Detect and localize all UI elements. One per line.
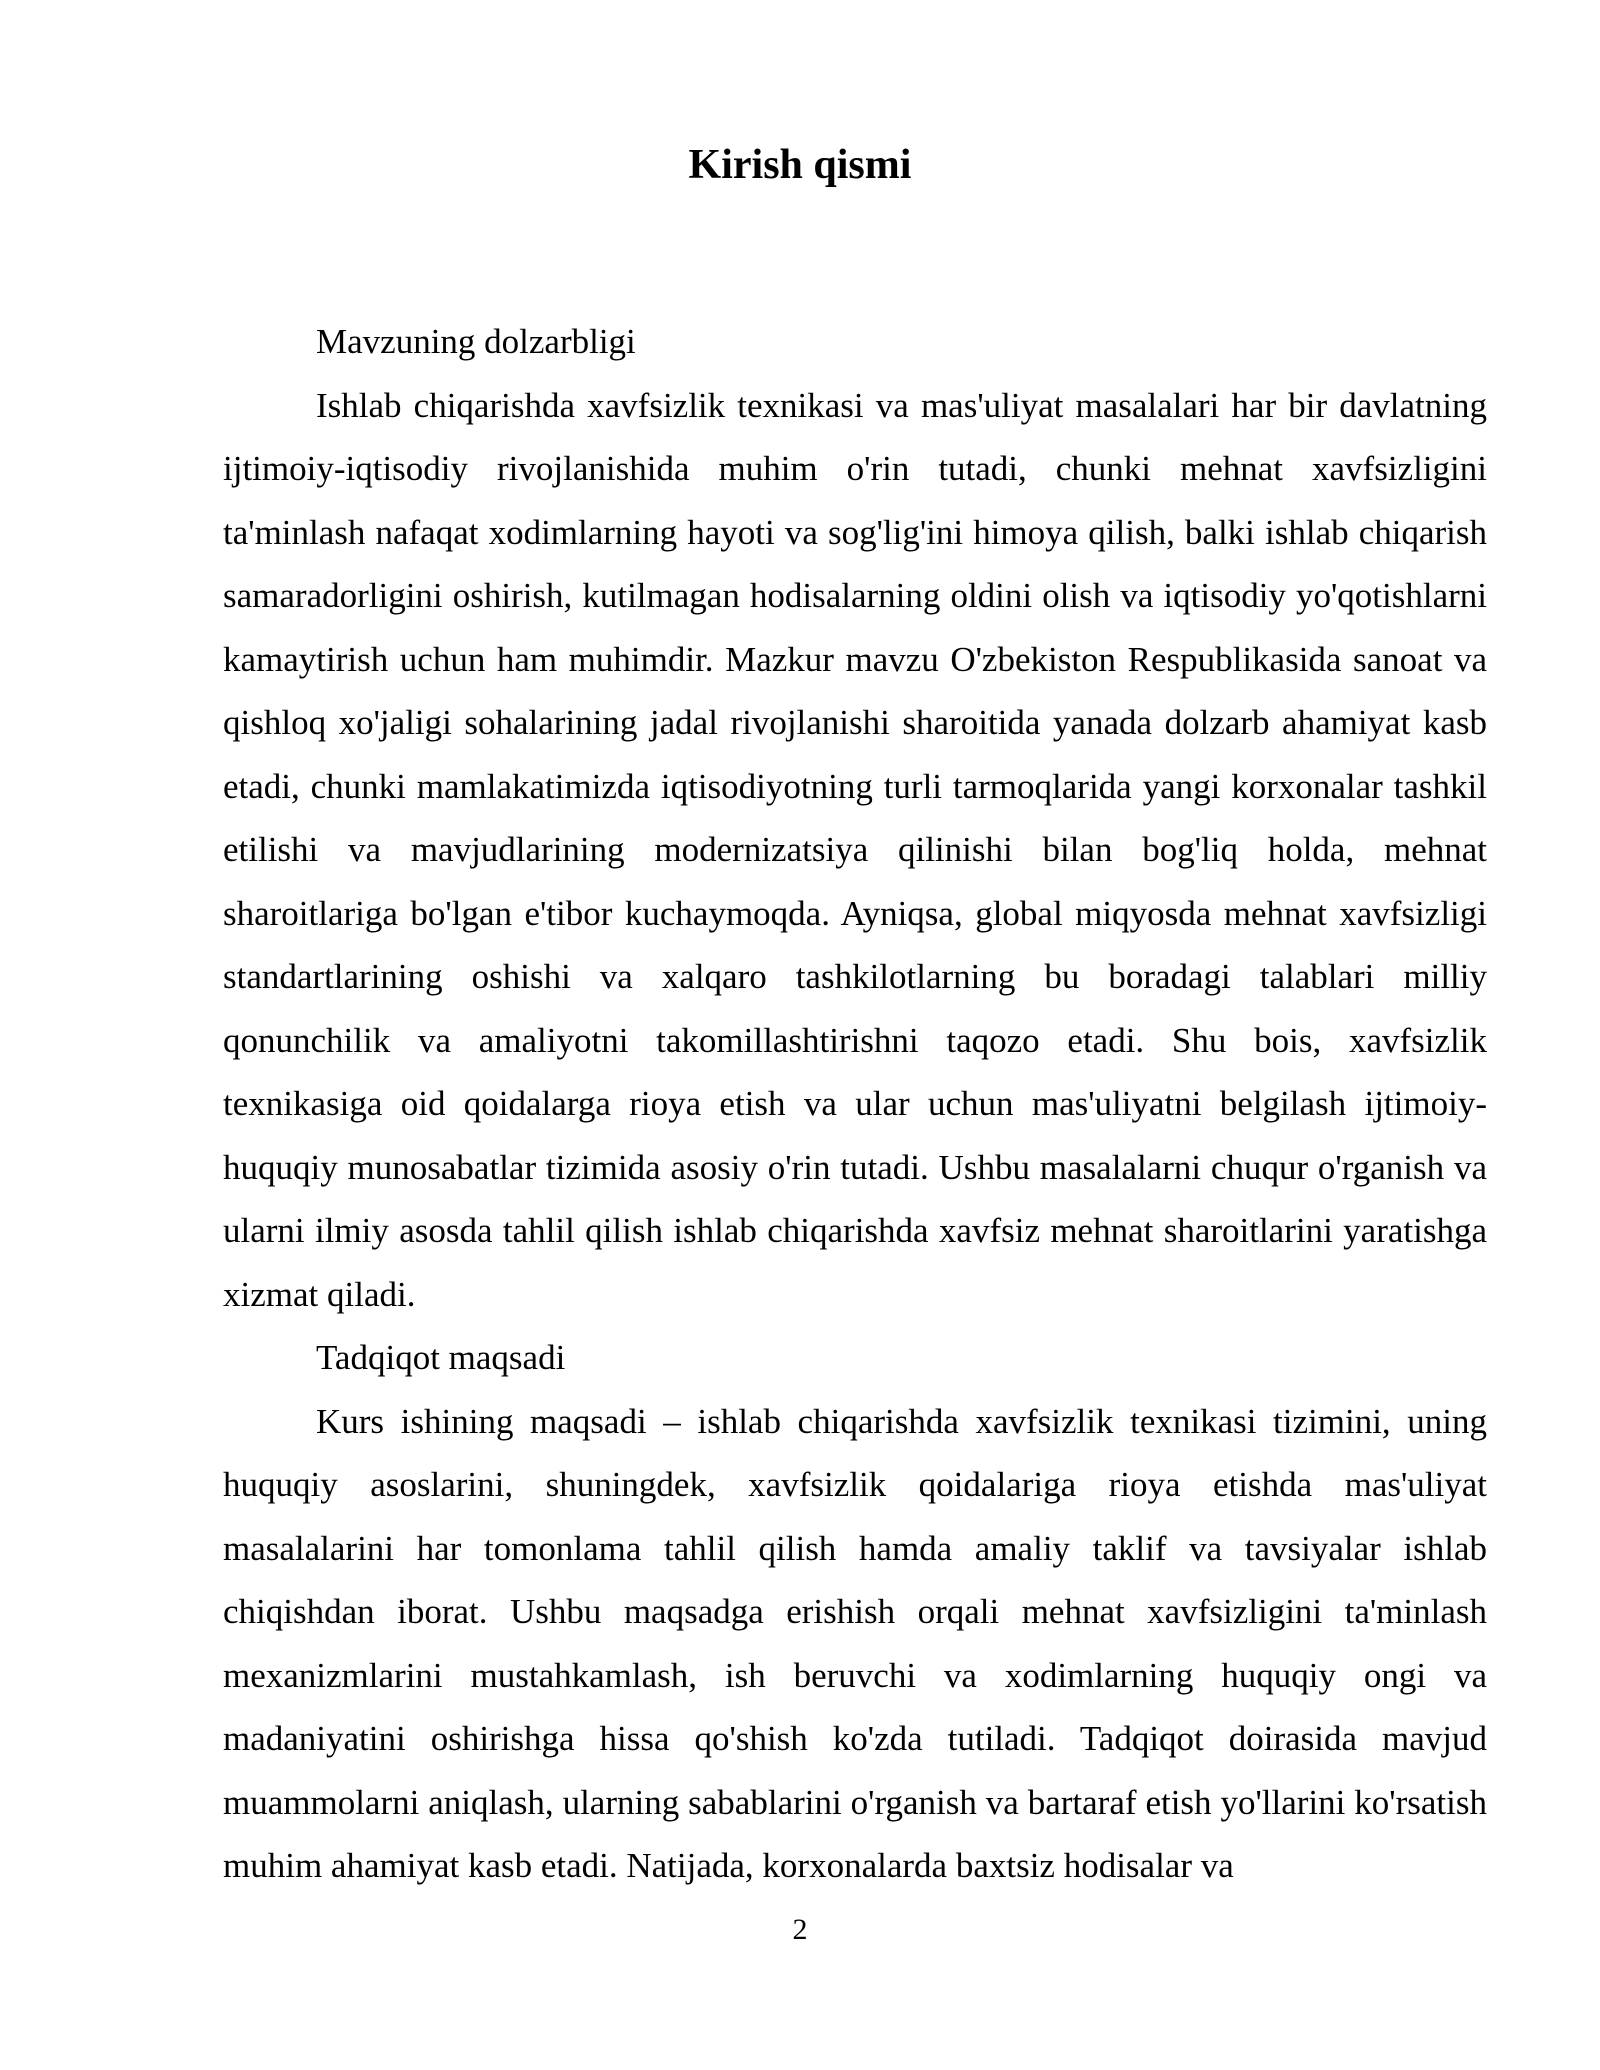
section-paragraph-research-goal: Kurs ishining maqsadi – ishlab chiqarishda xavfsizlik texnikasi tizimini, uning huquqiy asoslarini, shuningdek, xavfsizlik qoidalariga rioya etishda mas'uliyat masalalarini har tomonlama tahlil qilish hamda amaliy taklif va tavsiyalar ishlab chiqishdan iborat. Ushbu maqsadga erishish orqali mehnat xavfsizligini ta'minlash mexanizmlarini mustahkamlash, ish beruvchi va xodimlarning huquqiy ongi va madaniyatini oshirishga hissa qo'shish ko'zda tutiladi. Tadqiqot doirasida mavjud muammolarni aniqlash, ularning sabablarini o'rganish va bartaraf etish yo'llarini ko'rsatish muhim ahamiyat kasb etadi. Natijada, korxonalarda baxtsiz hodisalar va <box>223 1401 1487 1885</box>
section-heading-research-goal: Tadqiqot maqsadi <box>316 1338 566 1377</box>
document-body <box>223 310 1487 1898</box>
section-paragraph-relevance: Ishlab chiqarishda xavfsizlik texnikasi va mas'uliyat masalalari har bir davlatning ijtimoiy-iqtisodiy rivojlanishida muhim o'rin tutadi, chunki mehnat xavfsizligini ta'minlash nafaqat xodimlarning hayoti va sog'lig'ini himoya qilish, balki ishlab chiqarish samaradorligini oshirish, kutilmagan hodisalarning oldini olish va iqtisodiy yo'qotishlarni kamaytirish uchun ham muhimdir. Mazkur mavzu O'zbekiston Respublikasida sanoat va qishloq xo'jaligi sohalarining jadal rivojlanishi sharoitida yanada dolzarb ahamiyat kasb etadi, chunki mamlakatimizda iqtisodiyotning turli tarmoqlarida yangi korxonalar tashkil etilishi va mavjudlarining modernizatsiya qilinishi bilan bog'liq holda, mehnat sharoitlariga bo'lgan e'tibor kuchaymoqda. Ayniqsa, global miqyosda mehnat xavfsizligi standartlarining oshishi va xalqaro tashkilotlarning bu boradagi talablari milliy qonunchilik va amaliyotni takomillashtirishni taqozo etadi. Shu bois, xavfsizlik texnikasiga oid qoidalarga rioya etish va ular uchun mas'uliyatni belgilash ijtimoiy-huquqiy munosabatlar tizimida asosiy o'rin tutadi. Ushbu masalalarni chuqur o'rganish va ularni ilmiy asosda tahlil qilish ishlab chiqarishda xavfsiz mehnat sharoitlarini yaratishga xizmat qiladi. <box>223 385 1487 1314</box>
page-title: Kirish qismi <box>688 142 912 188</box>
page-number: 2 <box>792 1913 808 1946</box>
section-heading-relevance: Mavzuning dolzarbligi <box>316 322 636 361</box>
